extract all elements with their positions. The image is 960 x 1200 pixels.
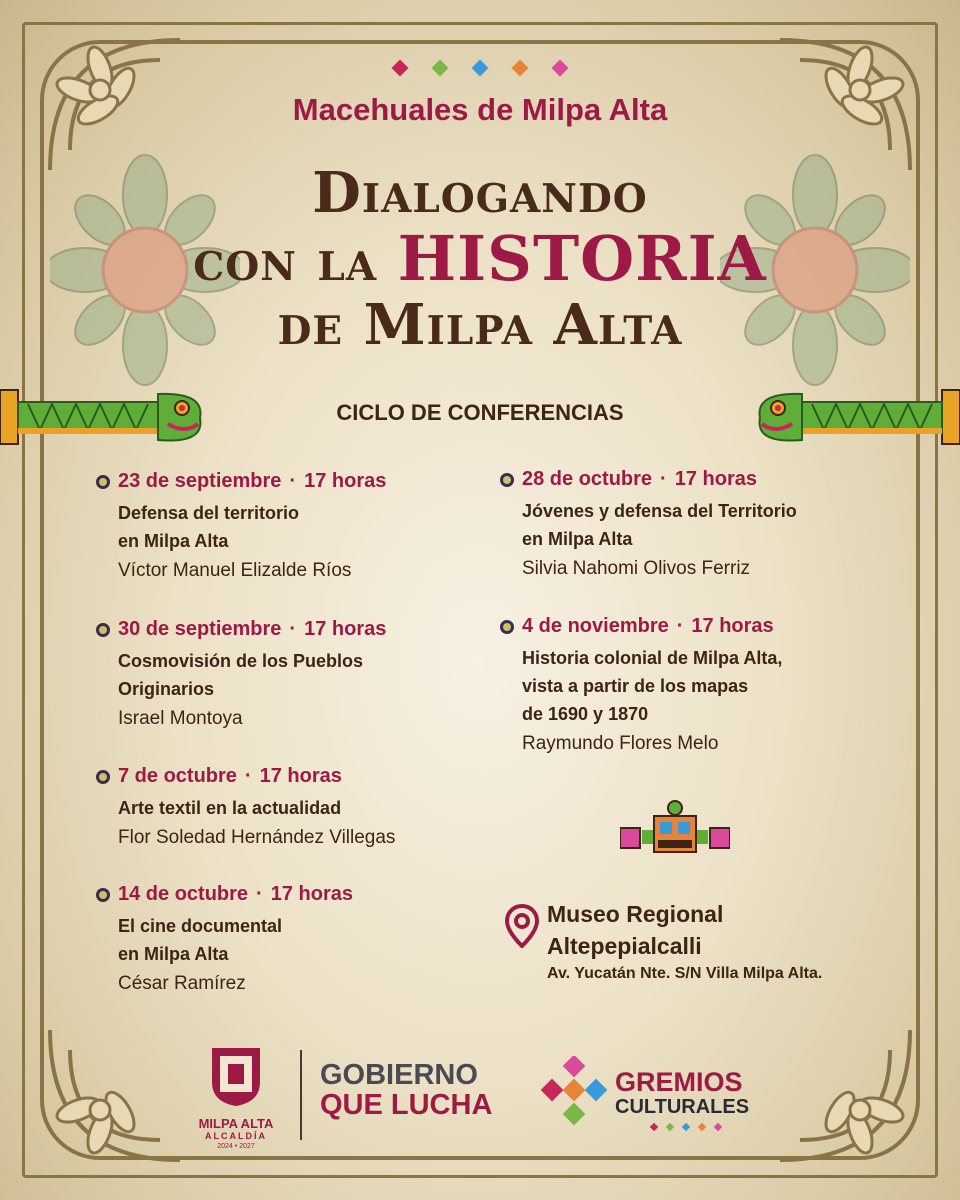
gremios-line2: CULTURALES bbox=[615, 1096, 750, 1118]
topic-line: vista a partir de los mapas bbox=[522, 676, 749, 696]
logo-divider bbox=[300, 1050, 302, 1140]
event-speaker: Flor Soledad Hernández Villegas bbox=[118, 827, 396, 848]
title-line-3: de Milpa Alta bbox=[277, 292, 683, 358]
event-item bbox=[96, 618, 386, 733]
event-topic bbox=[118, 499, 386, 555]
event-item bbox=[500, 615, 782, 758]
topic-line: en Milpa Alta bbox=[118, 531, 229, 551]
topic-line: Historia colonial de Milpa Alta, bbox=[522, 648, 783, 668]
event-separator: · bbox=[289, 470, 297, 492]
title-highlight: HISTORIA bbox=[397, 222, 767, 295]
gremios-logo bbox=[615, 1068, 749, 1130]
event-topic bbox=[118, 912, 353, 968]
topic-line: en Milpa Alta bbox=[522, 529, 633, 549]
venue-address: Av. Yucatán Nte. S/N Villa Milpa Alta. bbox=[547, 965, 823, 982]
event-date: 14 de octubre bbox=[118, 883, 249, 905]
event-time: 17 horas bbox=[691, 615, 774, 637]
dot-icon bbox=[682, 1123, 690, 1131]
topic-line: en Milpa Alta bbox=[118, 944, 229, 964]
event-time: 17 horas bbox=[304, 618, 387, 640]
event-date: 7 de octubre bbox=[118, 765, 237, 787]
event-separator: · bbox=[256, 883, 263, 905]
dot-icon bbox=[698, 1123, 706, 1131]
event-topic bbox=[522, 644, 782, 728]
dot-icon bbox=[650, 1123, 658, 1131]
title-line-2 bbox=[0, 222, 960, 295]
event-date: 23 de septiembre bbox=[118, 470, 282, 492]
event-separator: · bbox=[660, 468, 667, 490]
gremios-line1: GREMIOS bbox=[615, 1067, 743, 1097]
topic-line: El cine documental bbox=[118, 916, 283, 936]
topic-line: Jóvenes y defensa del Territorio bbox=[522, 501, 797, 521]
alcaldia-name: MILPA ALTA bbox=[198, 1116, 274, 1131]
event-separator: · bbox=[244, 765, 252, 787]
corner-ornament-icon bbox=[40, 1020, 190, 1170]
event-date: 30 de septiembre bbox=[118, 618, 282, 640]
bullet-icon bbox=[96, 623, 110, 637]
event-date: 28 de octubre bbox=[522, 468, 653, 490]
corner-ornament-icon bbox=[770, 1020, 920, 1170]
topic-line: de 1690 y 1870 bbox=[522, 704, 649, 724]
event-speaker: César Ramírez bbox=[118, 973, 246, 994]
alcaldia-logo bbox=[196, 1044, 276, 1151]
diamond-icon bbox=[512, 60, 529, 77]
section-title: CICLO DE CONFERENCIAS bbox=[336, 400, 624, 425]
event-speaker: Víctor Manuel Elizalde Ríos bbox=[118, 560, 352, 581]
topic-line: Defensa del territorio bbox=[118, 503, 300, 523]
shield-icon bbox=[208, 1044, 264, 1108]
gremios-icon bbox=[540, 1056, 610, 1126]
bullet-icon bbox=[96, 888, 110, 902]
gremios-dots bbox=[615, 1124, 749, 1130]
topic-line: Originarios bbox=[118, 679, 215, 699]
title-line-1: Dialogando bbox=[312, 160, 648, 226]
bullet-icon bbox=[500, 620, 514, 634]
venue-name-line1: Museo Regional bbox=[547, 901, 724, 927]
gobierno-line2: QUE LUCHA bbox=[320, 1089, 493, 1121]
title-line-2-pre: con la bbox=[193, 228, 398, 294]
event-speaker: Silvia Nahomi Olivos Ferriz bbox=[522, 558, 751, 579]
gobierno-line1: GOBIERNO bbox=[320, 1059, 478, 1091]
diamond-icon bbox=[392, 60, 409, 77]
alcaldia-label: ALCALDÍA bbox=[205, 1131, 267, 1141]
event-item bbox=[96, 765, 395, 852]
gobierno-logo bbox=[320, 1060, 492, 1120]
bullet-icon bbox=[96, 475, 110, 489]
event-date: 4 de noviembre bbox=[522, 615, 669, 637]
event-item bbox=[96, 883, 353, 998]
event-separator: · bbox=[676, 615, 684, 637]
venue-name-line2: Altepepialcalli bbox=[547, 933, 702, 959]
diamond-icon bbox=[552, 60, 569, 77]
subtitle: Macehuales de Milpa Alta bbox=[292, 92, 668, 127]
location-pin-icon bbox=[505, 904, 539, 948]
dot-icon bbox=[714, 1123, 722, 1131]
topic-line: Arte textil en la actualidad bbox=[118, 798, 342, 818]
event-time: 17 horas bbox=[674, 468, 757, 490]
color-diamonds bbox=[0, 62, 960, 74]
event-time: 17 horas bbox=[304, 470, 387, 492]
bullet-icon bbox=[500, 473, 514, 487]
event-item bbox=[500, 468, 797, 583]
dot-icon bbox=[666, 1123, 674, 1131]
event-speaker: Raymundo Flores Melo bbox=[522, 733, 719, 754]
event-speaker: Israel Montoya bbox=[118, 708, 243, 729]
diamond-icon bbox=[472, 60, 489, 77]
event-topic bbox=[118, 647, 386, 703]
event-topic bbox=[522, 497, 797, 553]
diamond-icon bbox=[432, 60, 449, 77]
event-time: 17 horas bbox=[259, 765, 342, 787]
aztec-ornament-icon bbox=[620, 800, 730, 856]
event-item bbox=[96, 470, 386, 585]
topic-line: Cosmovisión de los Pueblos bbox=[118, 651, 364, 671]
bullet-icon bbox=[96, 770, 110, 784]
venue bbox=[505, 898, 822, 986]
event-topic bbox=[118, 794, 395, 822]
alcaldia-years: 2024 • 2027 bbox=[217, 1143, 255, 1150]
event-time: 17 horas bbox=[270, 883, 353, 905]
event-separator: · bbox=[289, 618, 297, 640]
